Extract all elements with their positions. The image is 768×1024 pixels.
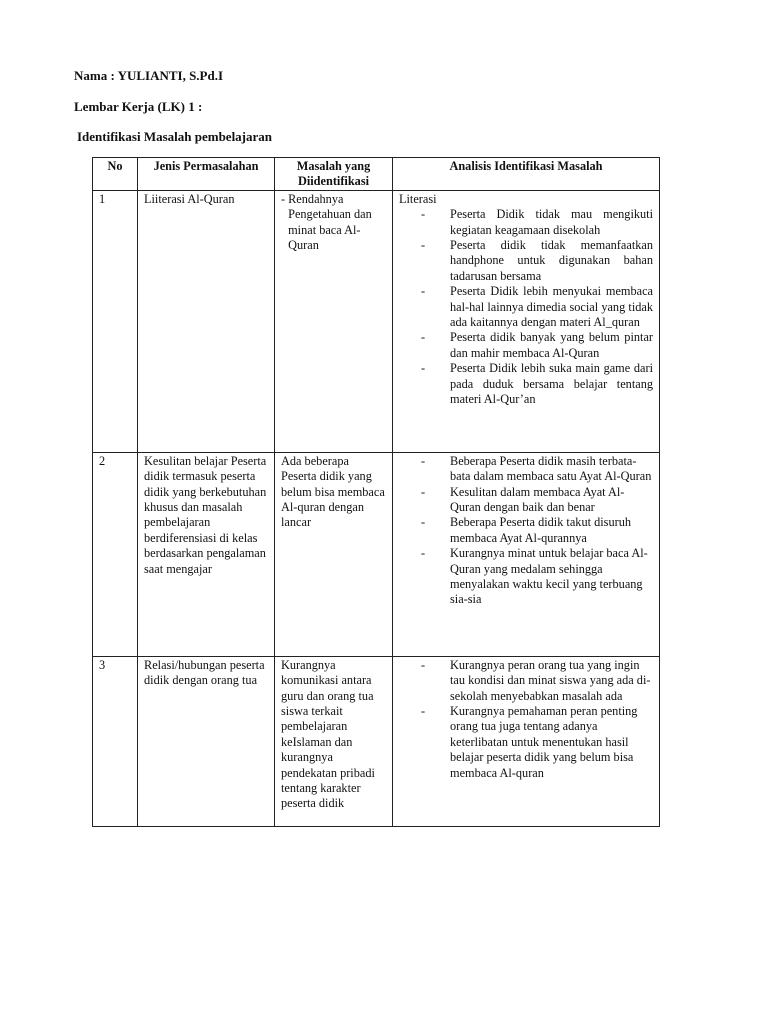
cell-analisis [393, 190, 660, 452]
problem-table [92, 157, 660, 827]
cell-analisis [393, 452, 660, 656]
table-header-row [93, 158, 660, 191]
dash-marker: - [281, 191, 286, 206]
list-item: - Kurangnya minat untuk belajar baca Al-Quran yang medalam sehingga menyalakan waktu kecil yang terbuang sia-sia [421, 546, 648, 607]
col-header-jenis: Jenis Permasalahan [138, 158, 275, 191]
list-item: - Beberapa Peserta didik masih terbata-bata dalam membaca satu Ayat Al-Quran [421, 453, 652, 484]
cell-no: 2 [93, 452, 138, 656]
list-item: - Peserta Didik lebih menyukai membaca hal-hal lainnya dimedia social yang tidak ada kaitannya dengan materi Al_quran [421, 284, 653, 330]
col-header-no: No [93, 158, 138, 191]
list-item: - Kurangnya peran orang tua yang ingin tau kondisi dan minat siswa yang ada di-sekolah menyebabkan masalah ada [421, 657, 651, 703]
masalah-text: Rendahnya Pengetahuan dan minat baca Al-Quran [288, 191, 372, 253]
cell-analisis [393, 656, 660, 826]
cell-no: 3 [93, 656, 138, 826]
cell-jenis: Kesulitan belajar Peserta didik termasuk peserta didik yang berkebutuhan khusus dan masalah pembelajaran berdiferensiasi di kelas berdasarkan pengalaman saat mengajar [138, 452, 275, 656]
table-row [93, 190, 660, 452]
table-row [93, 656, 660, 826]
list-item: - Kesulitan dalam membaca Ayat Al-Quran dengan baik dan benar [421, 484, 625, 515]
analisis-list [399, 658, 653, 781]
cell-masalah [275, 190, 393, 452]
analisis-intro: Literasi [399, 191, 437, 206]
list-item: - Kurangnya pemahaman peran penting orang tua juga tentang adanya keterlibatan untuk menentukan hasil belajar peserta didik yang belum bisa membaca Al-quran [421, 704, 638, 780]
document-title: Identifikasi Masalah pembelajaran [77, 129, 273, 144]
cell-jenis: Relasi/hubungan peserta didik dengan orang tua [138, 656, 275, 826]
cell-masalah: Ada beberapa Peserta didik yang belum bisa membaca Al-quran dengan lancar [275, 452, 393, 656]
list-item: - Beberapa Peserta didik takut disuruh membaca Ayat Al-qurannya [421, 515, 631, 545]
table-row [93, 452, 660, 656]
lk-line: Lembar Kerja (LK) 1 : [74, 99, 203, 114]
analisis-list [399, 207, 653, 407]
list-item: - Peserta Didik tidak mau mengikuti kegiatan keagamaan disekolah [421, 207, 653, 237]
col-header-masalah: Masalah yang Diidentifikasi [275, 158, 393, 191]
cell-no: 1 [93, 190, 138, 452]
list-item: - Peserta didik banyak yang belum pintar dan mahir membaca Al-Quran [421, 330, 653, 360]
list-item: - Peserta Didik lebih suka main game dari pada duduk bersama belajar tentang materi Al-Qur’an [421, 361, 653, 407]
col-header-analisis: Analisis Identifikasi Masalah [393, 158, 660, 191]
list-item: - Peserta didik tidak memanfaatkan handphone untuk digunakan bahan tadarusan bersama [421, 238, 653, 283]
analisis-list [399, 454, 653, 608]
cell-jenis: Liiterasi Al-Quran [138, 190, 275, 452]
name-line: Nama : YULIANTI, S.Pd.I [74, 68, 224, 83]
cell-masalah: Kurangnya komunikasi antara guru dan orang tua siswa terkait pembelajaran keIslaman dan kurangnya pendekatan pribadi tentang karakter peserta didik [275, 656, 393, 826]
